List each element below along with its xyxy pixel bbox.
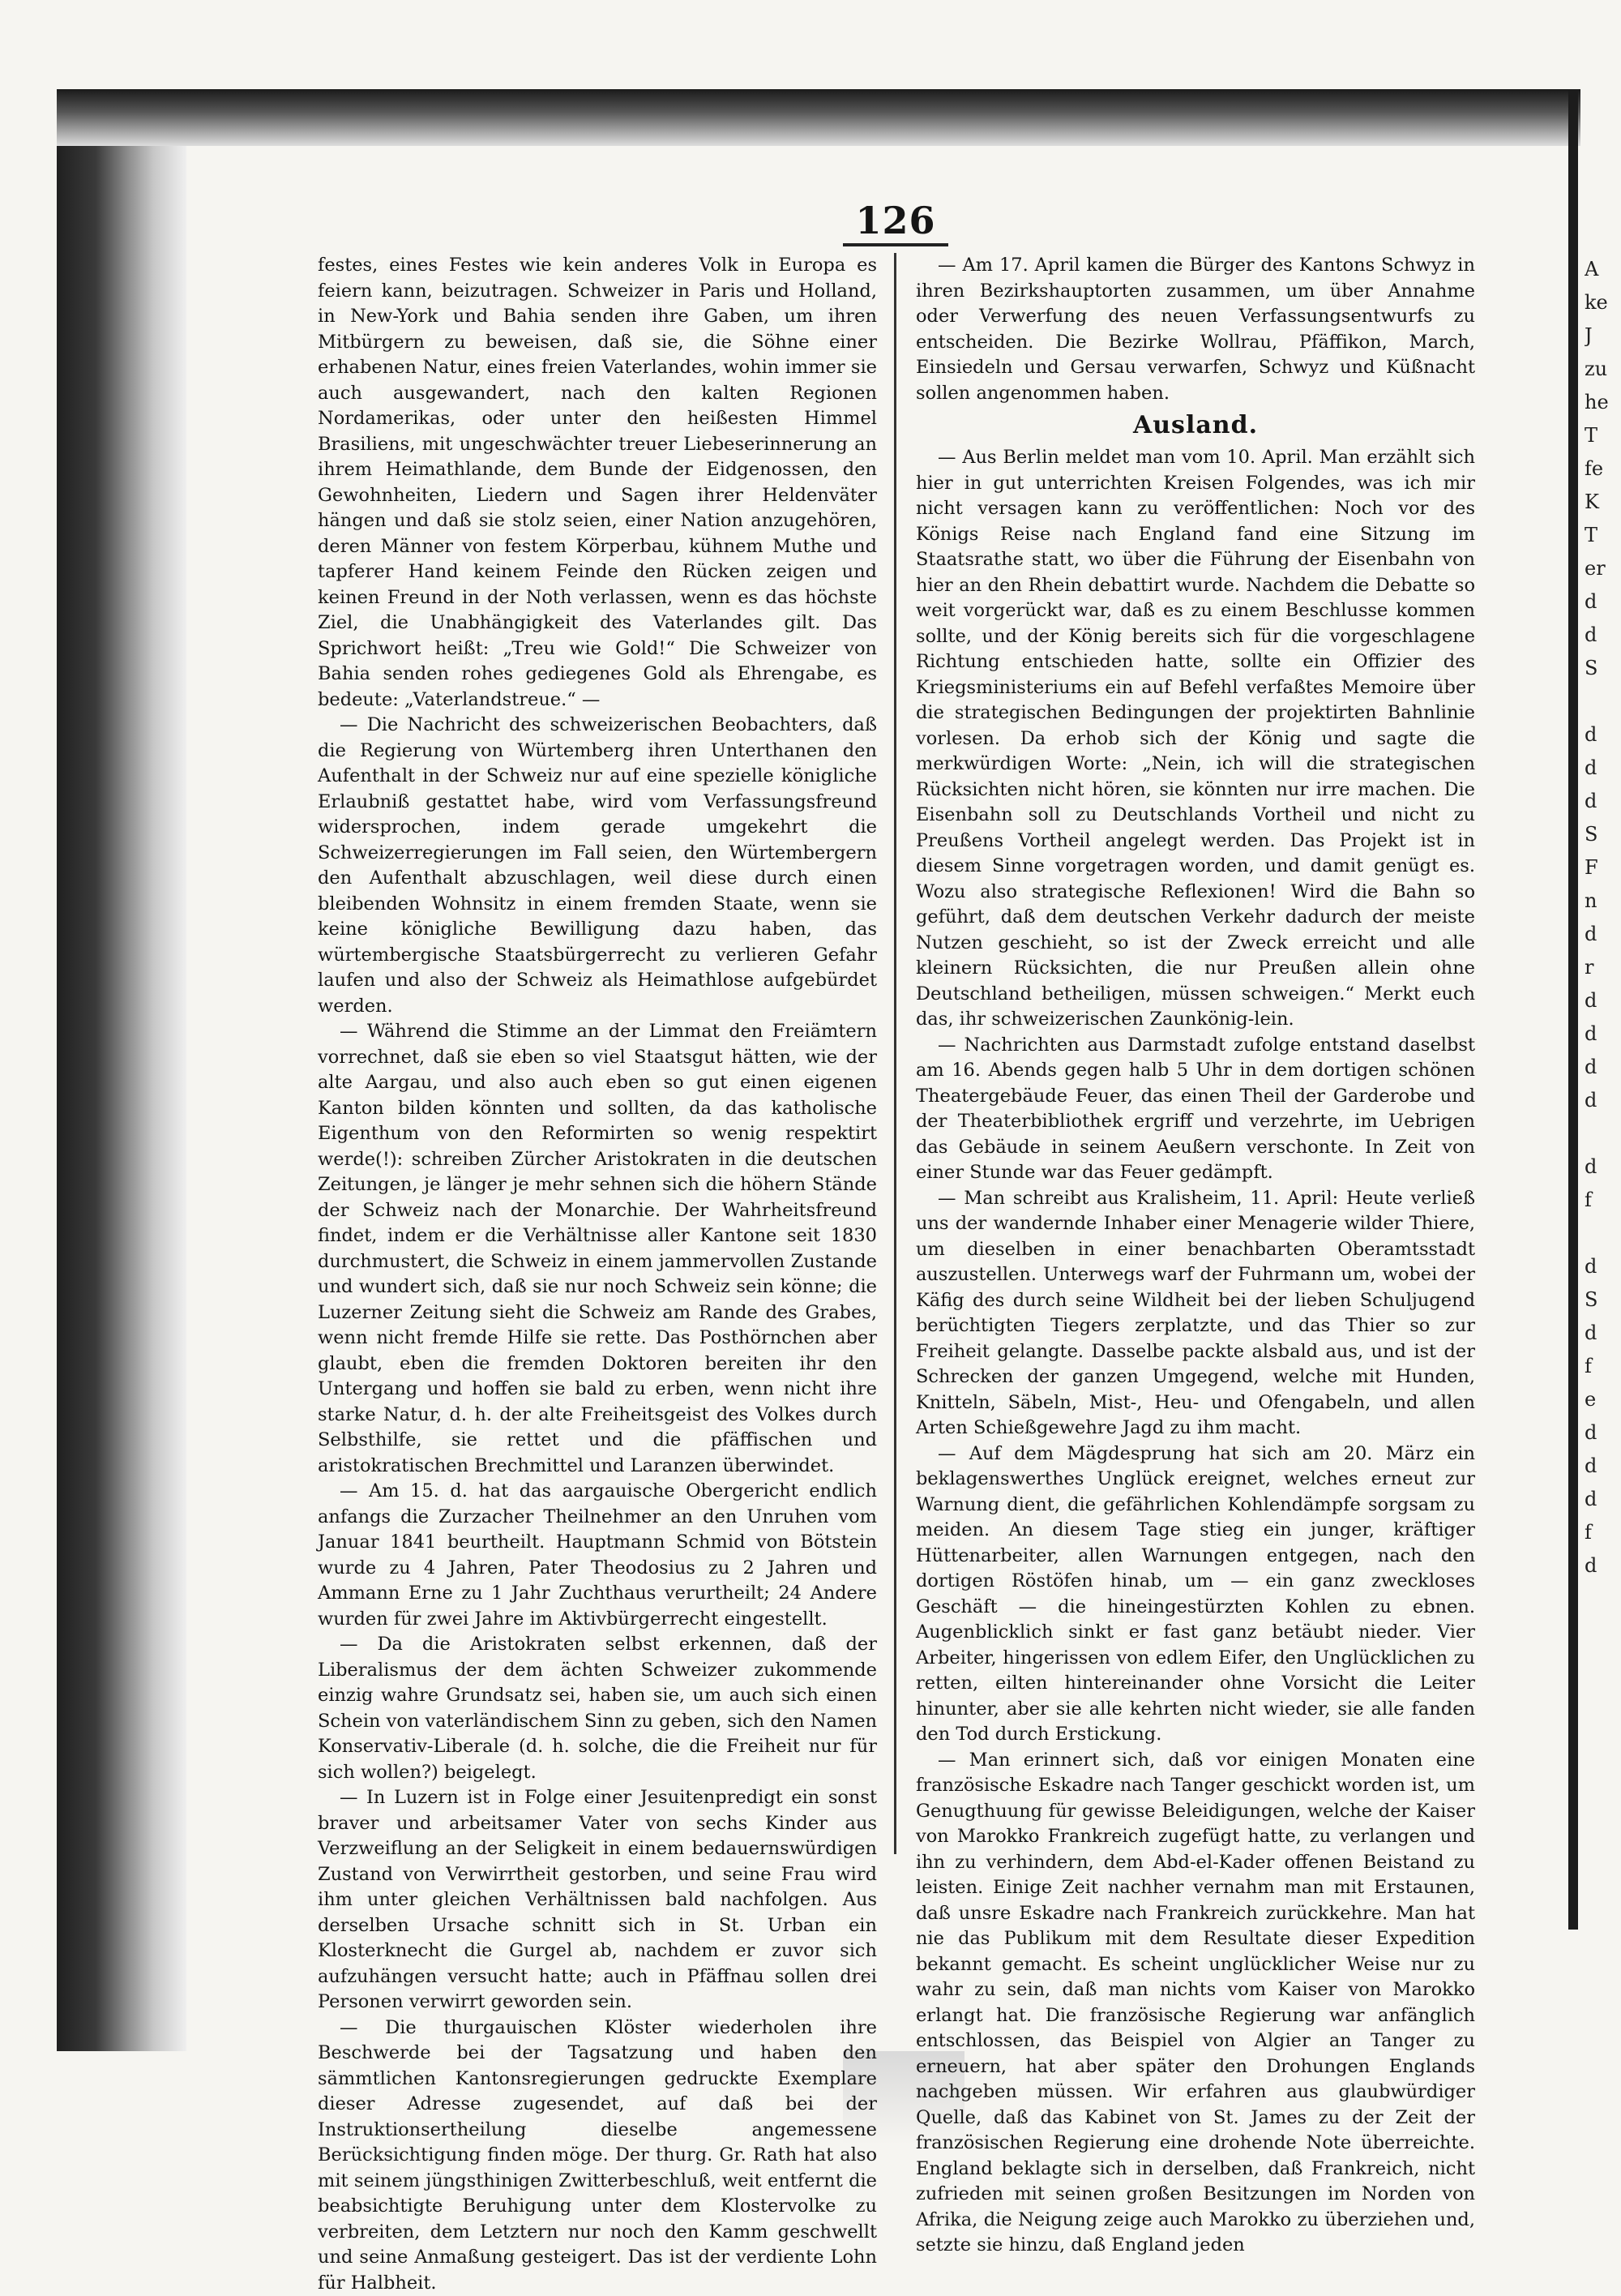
adjacent-page-fragment: A ke J zu he T fe K T er d d S d d d S F n d r d d d d d f d S d f e d d d f d (1585, 253, 1621, 1583)
page-right-border (1568, 89, 1578, 1930)
right-text-column (916, 253, 1475, 2259)
article-paragraph: — Am 17. April kamen die Bürger des Kantons Schwyz in ihren Bezirkshauptorten zusammen, um über Annahme oder Verwerfung des neuen Verfassungsentwurfs zu entscheiden. Die Bezirke Wollrau, Pfäffikon, March, Einsiedeln und Gersau verwarfen, Schwyz und Küßnacht sollen angenommen haben. (916, 253, 1475, 406)
article-paragraph: — Am 15. d. hat das aargauische Obergericht endlich anfangs die Zurzacher Theilnehmer an den Unruhen vom Januar 1841 beurtheilt. Hauptmann Schmid von Bötstein wurde zu 4 Jahren, Pater Theodosius zu 2 Jahren und Ammann Erne zu 1 Jahr Zuchthaus verurtheilt; 24 Andere wurden für zwei Jahre im Aktivbürgerrecht eingestellt. (318, 1479, 877, 1632)
article-paragraph: — Die thurgauischen Klöster wiederholen ihre Beschwerde bei der Tagsatzung und haben den sämmtlichen Kantonsregierungen gedruckte Exemplare dieser Adresse zugesendet, auf daß bei der Instruktionsertheilung dieselbe angemessene Berücksichtigung finden möge. Der thurg. Gr. Rath hat also mit seinem jüngsthinigen Zwitterbeschluß, weit entfernt die beabsichtigte Beruhigung unter dem Klostervolke zu verbreiten, dem Letztern nur noch den Kamm geschwellt und seine Anmaßung gesteigert. Das ist der verdiente Lohn für Halbheit. (318, 2015, 877, 2296)
article-paragraph: — Aus Berlin meldet man vom 10. April. Man erzählt sich hier in gut unterrichten Kreisen Folgendes, was ich mir nicht versagen kann zu veröffentlichen: Noch vor des Königs Reise nach England fand eine Sitzung im Staatsrathe statt, wo über die Führung der Eisenbahn von hier an den Rhein debattirt wurde. Nachdem die Debatte so weit vorgerückt war, daß es zu einem Beschlusse kommen sollte, und der König bereits sich für die vorgeschlagene Richtung entschieden hatte, sollte ein Offizier des Kriegsministeriums ein auf Befehl verfaßtes Memoire über die strategischen Bedingungen der projektirten Bahnlinie vorlesen. Da erhob sich der König und sagte die merkwürdigen Worte: „Nein, ich will die strategischen Rücksichten nicht hören, sie könnten nur irre machen. Die Eisenbahn soll zu Deutschlands Vortheil und nicht zu Preußens Vortheil angelegt werden. Das Projekt ist in diesem Sinne vorgetragen worden, und damit genügt es. Wozu also strategische Reflexionen! Wird die Bahn so geführt, daß dem deutschen Verkehr dadurch der meiste Nutzen geschieht, so ist der Zweck erreicht und alle kleinern Rücksichten, die nur Preußen allein ohne Deutschland betheiligen, müssen schweigen.“ Merkt euch das, ihr schweizerischen Zaunkönig-lein. (916, 445, 1475, 1033)
left-text-column (318, 253, 877, 2296)
scan-top-border (57, 89, 1580, 146)
article-paragraph: — Während die Stimme an der Limmat den Freiämtern vorrechnet, daß sie eben so viel Staatsgut hätten, wie der alte Aargau, und also auch eben so gut einen eigenen Kanton bilden könnten und sollten, da das katholische Eigenthum von den Reformirten so wenig respektirt werde(!): schreiben Zürcher Aristokraten in die deutschen Zeitungen, je länger je mehr sehnen sich die höhern Stände der Schweiz nach der Monarchie. Der Wahrheitsfreund findet, indem er die Verhältnisse aller Kantone seit 1830 durchmustert, die Schweiz in einem jammervollen Zustande und wundert sich, daß sie nur noch Schweiz sein könne; die Luzerner Zeitung sieht die Schweiz am Rande des Grabes, wenn nicht fremde Hilfe sie rette. Das Posthörnchen aber glaubt, eben die fremden Doktoren bereiten ihr den Untergang und hoffen sie bald zu erben, wenn nicht ihre starke Natur, d. h. der alte Freiheitsgeist des Volkes durch Selbsthilfe, sie rettet und die pfäffischen und aristokratischen Brechmittel und Laranzen überwindet. (318, 1019, 877, 1479)
article-paragraph: festes, eines Festes wie kein anderes Volk in Europa es feiern kann, beizutragen. Schweizer in Paris und Holland, in New-York und Bahia senden ihre Gaben, um ihren Mitbürgern zu beweisen, daß sie, die Söhne einer erhabenen Natur, eines freien Vaterlandes, wohin immer sie auch ausgewandert, nach den kalten Regionen Nordamerikas, oder unter den heißesten Himmel Brasiliens, mit ungeschwächter treuer Liebeserinnerung an ihrem Heimathlande, dem Bunde der Eidgenossen, den Gewohnheiten, Liedern und Sagen ihrer Heldenväter hängen und daß sie stolz seien, einer Nation anzugehören, deren Männer von festem Körperbau, kühnem Muthe und tapferer Hand keinem Feinde den Rücken zeigen und keinen Freund in der Noth verlassen, wenn es das höchste Ziel, die Unabhängigkeit des Vaterlandes gilt. Das Sprichwort heißt: „Treu wie Gold!“ Die Schweizer von Bahia senden rohes gediegenes Gold als Ehrengabe, es bedeute: „Vaterlandstreue.“ — (318, 253, 877, 713)
article-paragraph: — Man erinnert sich, daß vor einigen Monaten eine französische Eskadre nach Tanger geschickt worden ist, um Genugthuung für gewisse Beleidigungen, welche der Kaiser von Marokko Frankreich zugefügt hatte, zu verlangen und ihn zu verhindern, dem Abd-el-Kader offenen Beistand zu leisten. Einige Zeit nachher vernahm man mit Erstaunen, daß unsre Eskadre nach Frankreich zurückkehre. Man hat nie das Publikum mit dem Resultate dieser Expedition bekannt gemacht. Es scheint unglücklicher Weise nur zu wahr zu sein, daß man nichts vom Kaiser von Marokko erlangt hat. Die französische Regierung war anfänglich entschlossen, das Beispiel von Algier an Tanger zu erneuern, hat aber später den Drohungen Englands nachgeben müssen. Wir erfahren aus glaubwürdiger Quelle, daß das Kabinet von St. James zu der Zeit der französischen Regierung eine drohende Note überreichte. England beklagte sich in derselben, daß Frankreich, nicht zufrieden mit seinen großen Besitzungen im Norden von Afrika, die Neigung zeige auch Marokko zu überziehen und, setzte sie hinzu, daß England jeden (916, 1748, 1475, 2259)
article-paragraph: — Nachrichten aus Darmstadt zufolge entstand daselbst am 16. Abends gegen halb 5 Uhr in dem dortigen schönen Theatergebäude Feuer, das einen Theil der Garderobe und der Theaterbibliothek ergriff und verzehrte, im Uebrigen das Gebäude in seinem Aeußern verschonte. In Zeit von einer Stunde war das Feuer gedämpft. (916, 1033, 1475, 1186)
article-paragraph: — Man schreibt aus Kralisheim, 11. April: Heute verließ uns der wandernde Inhaber einer Menagerie wilder Thiere, um dieselben in einer benachbarten Oberamtsstadt auszustellen. Unterwegs warf der Fuhrmann um, wobei der Käfig des durch seine Wildheit bei der lieben Schuljugend berüchtigten Tiegers zerplatzte, und das Thier so zur Freiheit gelangte. Dasselbe packte alsbald aus, und ist der Schrecken der ganzen Umgegend, welche mit Hunden, Knitteln, Säbeln, Mist-, Heu- und Ofengabeln, und allen Arten Schießgewehre Jagd zu ihm macht. (916, 1186, 1475, 1441)
article-paragraph: — Da die Aristokraten selbst erkennen, daß der Liberalismus der dem ächten Schweizer zukommende einzig wahre Grundsatz sei, haben sie, um auch sich einen Schein von vaterländischem Sinn zu geben, sich den Namen Konservativ-Liberale (d. h. solche, die die Freiheit nur für sich wollen?) beigelegt. (318, 1632, 877, 1785)
column-divider (894, 253, 896, 1854)
page-number-underline (843, 243, 948, 246)
article-paragraph: — In Luzern ist in Folge einer Jesuitenpredigt ein sonst braver und arbeitsamer Vater von sechs Kinder aus Verzweiflung an der Seligkeit in einem bedauernswürdigen Zustand von Verwirrtheit gestorben, und seine Frau wird ihm unter gleichen Verhältnissen bald nachfolgen. Aus derselben Ursache schnitt sich in St. Urban ein Klosterknecht die Gurgel ab, nachdem er zuvor sich aufzuhängen versucht hatte; auch in Pfäffnau sollen drei Personen verwirrt geworden sein. (318, 1785, 877, 2015)
page-number: 126 (843, 199, 948, 242)
article-paragraph: — Die Nachricht des schweizerischen Beobachters, daß die Regierung von Würtemberg ihren Unterthanen den Aufenthalt in der Schweiz nur auf eine spezielle königliche Erlaubniß gestattet habe, wird vom Verfassungsfreund widersprochen, indem gerade umgekehrt die Schweizerregierungen im Fall seien, den Würtembergern den Aufenthalt abzuschlagen, weil diese durch einen bleibenden Wohnsitz in einem fremden Staate, wenn sie keine königliche Bewilligung dazu haben, das würtembergische Staatsbürgerrecht zu verlieren Gefahr laufen und also der Schweiz als Heimathlose aufgebürdet werden. (318, 713, 877, 1019)
section-heading-ausland: Ausland. (916, 409, 1475, 442)
book-spine-shadow (57, 89, 186, 2051)
article-paragraph: — Auf dem Mägdesprung hat sich am 20. März ein beklagenswerthes Unglück ereignet, welches erneut zur Warnung dient, die gefährlichen Kohlendämpfe sorgsam zu meiden. An diesem Tage stieg ein junger, kräftiger Hüttenarbeiter, allen Warnungen entgegen, nach den dortigen Röstöfen hinab, um — ein ganz zweckloses Geschäft — die hineingestürzten Kohlen zu ebnen. Augenblicklich sinkt er fast ganz betäubt nieder. Vier Arbeiter, hingerissen von edlem Eifer, den Unglücklichen zu retten, eilten hintereinander ohne Vorsicht die Leiter hinunter, aber sie alle kehrten nicht wieder, sie alle fanden den Tod durch Erstickung. (916, 1441, 1475, 1748)
